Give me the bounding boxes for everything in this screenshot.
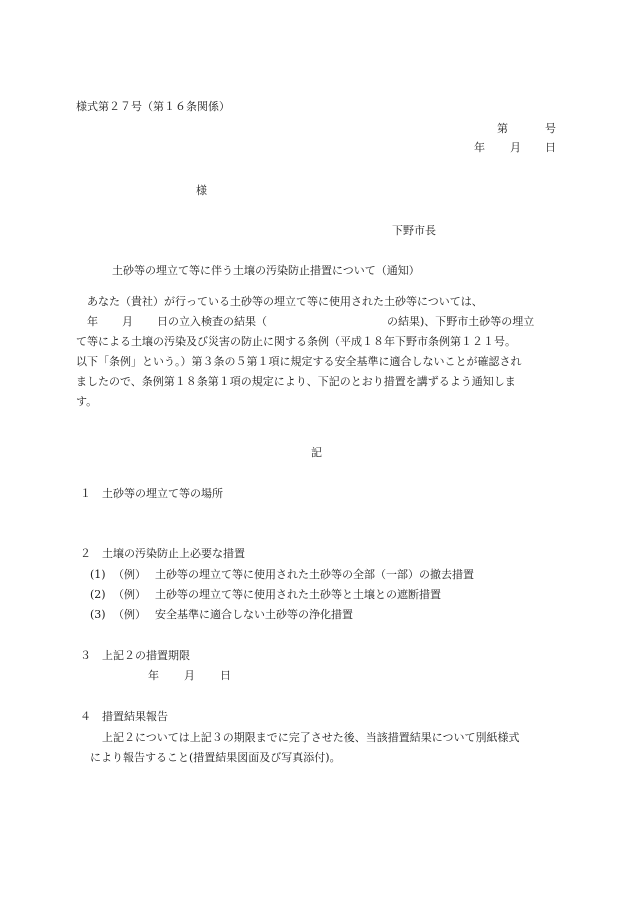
body-line-5: ましたので、条例第１８条第１項の規定により、下記のとおり措置を講ずるよう通知しま <box>76 375 516 388</box>
item-3-month: 月 <box>184 669 195 682</box>
item-4-text-line-1: 上記２については上記３の期限までに完了させた後、当該措置結果について別紙様式 <box>102 731 520 744</box>
item-3-label: 上記２の措置期限 <box>102 649 190 662</box>
document-title: 土砂等の埋立て等に伴う土壌の汚染防止措置について（通知） <box>112 264 420 277</box>
item-2-sub-2-text: 土砂等の埋立て等に使用された土砂等と土壌との遮断措置 <box>155 588 441 601</box>
body-line-3: て等による土壌の汚染及び災害の防止に関する条例（平成１８年下野市条例第１２１号。 <box>76 335 516 348</box>
doc-no-prefix: 第 <box>497 122 508 135</box>
item-1-number: １ <box>80 487 91 500</box>
body-line-2-rest: の結果)、下野市土砂等の埋立 <box>387 315 535 328</box>
addressee-suffix: 様 <box>196 184 207 197</box>
item-2-label: 土壌の汚染防止上必要な措置 <box>102 547 245 560</box>
body-day-text: 日の立入検査の結果（ <box>157 315 267 328</box>
item-2-sub-3-number: (3) <box>90 608 106 621</box>
item-3-day: 日 <box>220 669 231 682</box>
item-4-label: 措置結果報告 <box>102 710 168 723</box>
form-number: 様式第２７号（第１６条関係） <box>76 100 230 113</box>
body-month: 月 <box>122 315 133 328</box>
date-year: 年 <box>474 141 485 154</box>
date-month: 月 <box>510 141 521 154</box>
item-2-sub-2-number: (2) <box>90 588 106 601</box>
body-line-1: あなた（貴社）が行っている土砂等の埋立て等に使用された土砂等については、 <box>87 295 483 308</box>
item-2-sub-2-example: （例） <box>113 588 146 601</box>
date-day: 日 <box>545 141 556 154</box>
item-2-sub-1-text: 土砂等の埋立て等に使用された土砂等の全部（一部）の撤去措置 <box>155 568 474 581</box>
item-2-number: ２ <box>80 547 91 560</box>
item-3-number: ３ <box>80 649 91 662</box>
item-4-text-line-2: により報告すること(措置結果図面及び写真添付)。 <box>90 751 341 764</box>
item-2-sub-1-example: （例） <box>113 568 146 581</box>
body-line-6: す。 <box>76 395 98 408</box>
body-paragraph <box>76 292 560 412</box>
body-year: 年 <box>87 315 98 328</box>
body-line-2 <box>76 312 560 332</box>
doc-no-suffix: 号 <box>545 122 556 135</box>
item-1-label: 土砂等の埋立て等の場所 <box>102 487 223 500</box>
body-line-4: 以下「条例」という。）第３条の５第１項に規定する安全基準に適合しないことが確認され <box>76 355 522 368</box>
item-2-sub-3-example: （例） <box>113 608 146 621</box>
ki-heading: 記 <box>311 446 322 459</box>
item-4-number: ４ <box>80 710 91 723</box>
sender: 下野市長 <box>392 224 436 237</box>
item-3-year: 年 <box>148 669 159 682</box>
item-2-sub-1-number: (1) <box>90 568 106 581</box>
item-2-sub-3-text: 安全基準に適合しない土砂等の浄化措置 <box>155 608 353 621</box>
